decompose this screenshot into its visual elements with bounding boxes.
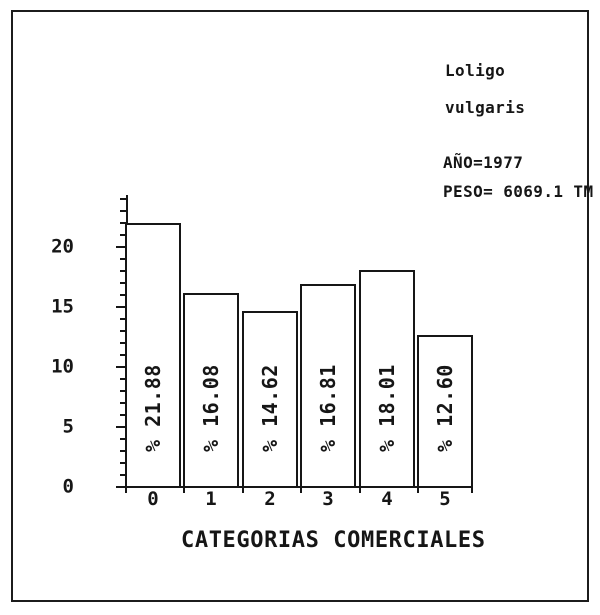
y-tick-label: 5: [62, 415, 74, 438]
x-category-label: 0: [147, 488, 159, 510]
x-axis-title: CATEGORIAS COMERCIALES: [181, 528, 486, 553]
species-name-line1: Loligo: [445, 61, 506, 80]
weight-annotation: PESO= 6069.1 TM: [443, 182, 594, 201]
bar-value-label: % 16.08: [199, 364, 223, 452]
bar-value-label: % 21.88: [141, 364, 165, 452]
y-tick-label: 0: [62, 475, 74, 498]
x-category-label: 1: [205, 488, 217, 510]
x-category-label: 2: [264, 488, 276, 510]
bar-value-label: % 18.01: [375, 364, 399, 452]
x-category-label: 5: [439, 488, 451, 510]
bar-value-label: % 14.62: [258, 364, 282, 452]
species-name-line2: vulgaris: [445, 98, 526, 117]
x-category-label: 3: [322, 488, 334, 510]
y-tick-label: 15: [51, 295, 74, 318]
y-tick-label: 10: [51, 355, 74, 378]
y-minor-tick: [120, 210, 126, 212]
x-category-label: 4: [381, 488, 393, 510]
year-annotation: AÑO=1977: [443, 153, 524, 172]
y-minor-tick: [120, 198, 126, 200]
y-tick-label: 20: [51, 235, 74, 258]
x-tick: [471, 488, 473, 493]
bar-value-label: % 12.60: [433, 364, 457, 452]
bar-value-label: % 16.81: [316, 364, 340, 452]
